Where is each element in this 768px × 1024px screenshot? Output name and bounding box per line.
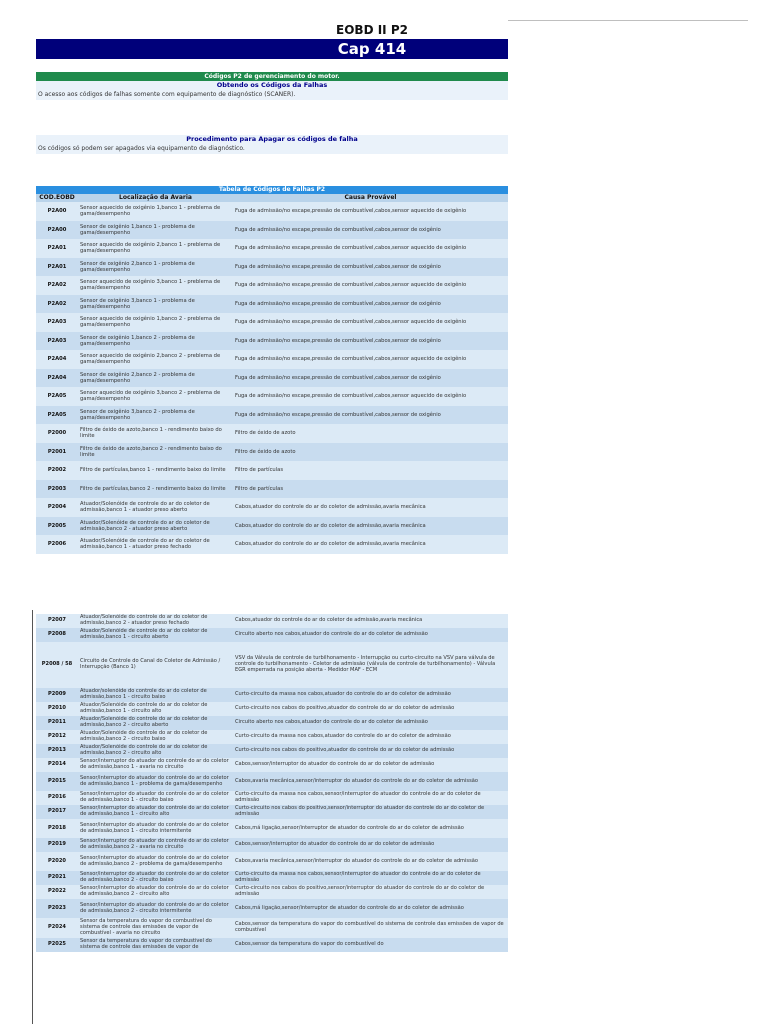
fault-code-cell: P2019 (36, 838, 78, 852)
cause-cell: Fuga de admissão/no escape,pressão de combustível,cabos,sensor de oxigênio (233, 406, 508, 425)
table-row (36, 480, 508, 499)
location-cell: Sensor de oxigênio 1,banco 1 - problema de gama/desempenho (78, 221, 233, 240)
location-cell: Filtro de óxido de azoto,banco 2 - rendimento baixo do limite (78, 443, 233, 462)
table-row (36, 716, 508, 730)
location-cell: Sensor de oxigênio 1,banco 2 - problema de gama/desempenho (78, 332, 233, 351)
cause-cell: Circuito aberto nos cabos,atuador do controle do ar do coletor de admissão (233, 628, 508, 642)
chapter-banner: Cap 414 (36, 39, 508, 59)
location-cell: Sensor aquecido de oxigênio 3,banco 2 - preblema de gama/desempenho (78, 387, 233, 406)
location-cell: Sensor/interruptor do atuador do controle do ar do coletor de admissão,banco 1 - circuito baixo (78, 791, 233, 805)
cause-cell: Fuga de admissão/no escape,pressão de combustível,cabos,sensor aquecido de oxigênio (233, 350, 508, 369)
cause-cell: Curto-circuito da massa nos cabos,atuador do controle do ar do coletor de admissão (233, 688, 508, 702)
fault-code-table (36, 186, 508, 554)
fault-code-cell: P2007 (36, 614, 78, 628)
cause-cell: Curto-circuito nos cabos do positivo,sensor/interruptor do atuador do controle do ar do coletor de admissão (233, 885, 508, 899)
fault-code-cell: P2021 (36, 871, 78, 885)
table-row (36, 614, 508, 628)
cause-cell: Cabos,sensor da temperatura do vapor do combustível do sistema de controle das emissões de vapor de combustível (233, 918, 508, 938)
location-cell: Sensor/interruptor do atuador do controle do ar do coletor de admissão,banco 2 - circuito baixo (78, 871, 233, 885)
location-cell: Sensor da temperatura do vapor do combustível do sistema de controle das emissões de vapor de (78, 938, 233, 952)
fault-code-cell: P2022 (36, 885, 78, 899)
fault-code-cell: P2018 (36, 819, 78, 838)
fault-code-cell: P2014 (36, 758, 78, 772)
fault-code-cell: P2006 (36, 535, 78, 554)
cause-cell: Fuga de admissão/no escape,pressão de combustível,cabos,sensor aquecido de oxigênio (233, 276, 508, 295)
fault-code-cell: P2A05 (36, 406, 78, 425)
fault-code-cell: P2012 (36, 730, 78, 744)
location-cell: Atuador/Solenóide de controle do ar do coletor de admissão,banco 2 - atuador preso aberto (78, 517, 233, 536)
table-row (36, 239, 508, 258)
cause-cell: Fuga de admissão/no escape,pressão de combustível,cabos,sensor de oxigênio (233, 332, 508, 351)
fault-code-cell: P2017 (36, 805, 78, 819)
text-clear-codes: Os códigos só podem ser apagados via equipamento de diagnóstico. (36, 144, 508, 154)
location-cell: Sensor/interruptor do atuador do controle do ar do coletor de admissão,banco 1 - circuito intermitente (78, 819, 233, 838)
location-cell: Sensor da temperatura do vapor do combustível do sistema de controle das emissões de vapor de combustível - avaria no circuito (78, 918, 233, 938)
table-row (36, 424, 508, 443)
table-row (36, 791, 508, 805)
cause-cell: Cabos,sensor/interruptor do atuador do controle do ar do coletor de admissão (233, 758, 508, 772)
cause-cell: Cabos,avaria mecânica,sensor/interruptor do atuador do controle do ar do coletor de admissão (233, 772, 508, 791)
cause-cell: Cabos,má ligação,sensor/interruptor de atuador do controle do ar do coletor de admissão (233, 819, 508, 838)
cause-cell: Filtro de óxido de azoto (233, 443, 508, 462)
table-row (36, 702, 508, 716)
table-row (36, 918, 508, 938)
table-row (36, 871, 508, 885)
table-row (36, 852, 508, 871)
location-cell: Sensor aquecido de oxigênio 3,banco 1 - preblema de gama/desempenho (78, 276, 233, 295)
fault-code-cell: P2024 (36, 918, 78, 938)
table-row (36, 202, 508, 221)
table-row (36, 387, 508, 406)
location-cell: Sensor de oxigênio 3,banco 1 - problema de gama/desempenho (78, 295, 233, 314)
cause-cell: Fuga de admissão/no escape,pressão de combustível,cabos,sensor de oxigênio (233, 221, 508, 240)
table-row (36, 885, 508, 899)
col-header-code: COD.EOBD (36, 194, 78, 202)
table-row (36, 313, 508, 332)
fault-code-cell: P2A05 (36, 387, 78, 406)
cause-cell: Fuga de admissão/no escape,pressão de combustível,cabos,sensor de oxigênio (233, 295, 508, 314)
cause-cell: Filtro de óxido de azoto (233, 424, 508, 443)
table-row (36, 758, 508, 772)
cause-cell: Fuga de admissão/no escape,pressão de combustível,cabos,sensor aquecido de oxigênio (233, 202, 508, 221)
fault-code-cell: P2008 (36, 628, 78, 642)
cause-cell: Cabos,atuador do controle do ar do coletor de admissão,avaria mecânica (233, 614, 508, 628)
cause-cell: Cabos,sensor/interruptor do atuador do controle do ar do coletor de admissão (233, 838, 508, 852)
subtitle-obtaining-codes: Obtendo os Códigos da Falhas (36, 81, 508, 90)
fault-code-cell: P2A00 (36, 202, 78, 221)
location-cell: Atuador/Solenóide de controle do ar do coletor de admissão,banco 1 - circuito aberto (78, 628, 233, 642)
fault-code-cell: P2004 (36, 498, 78, 517)
text-access-codes: O acesso aos códigos de falhas somente com equipamento de diagnóstico (SCANER). (36, 90, 508, 100)
location-cell: Sensor/interruptor do atuador do controle do ar do coletor de admissão,banco 2 - problema de gama/desempenho (78, 852, 233, 871)
table-row (36, 461, 508, 480)
location-cell: Atuador/Solenóide do controle do ar do coletor de admissão,banco 2 - circuito baixo (78, 730, 233, 744)
cause-cell: Cabos,sensor da temperatura do vapor do combustível do (233, 938, 508, 952)
fault-code-cell: P2008 / 58 (36, 642, 78, 688)
fault-code-cell: P2001 (36, 443, 78, 462)
table-row (36, 350, 508, 369)
table-body-page2 (36, 614, 508, 952)
table-row (36, 517, 508, 536)
table-row (36, 258, 508, 277)
table-row (36, 295, 508, 314)
fault-code-cell: P2A04 (36, 350, 78, 369)
table-row (36, 276, 508, 295)
cause-cell: Cabos,avaria mecânica,sensor/interruptor do atuador do controle do ar do coletor de admissão (233, 852, 508, 871)
table-row (36, 899, 508, 918)
fault-code-cell: P2009 (36, 688, 78, 702)
location-cell: Filtro de partículas,banco 1 - rendimento baixo do limite (78, 461, 233, 480)
cause-cell: Curto-circuito nos cabos do positivo,atuador do controle do ar do coletor de admissão (233, 702, 508, 716)
location-cell: Sensor aquecido de oxigênio 2,banco 1 - preblema de gama/desempenho (78, 239, 233, 258)
table-row (36, 221, 508, 240)
fault-code-cell: P2015 (36, 772, 78, 791)
fault-code-cell: P2000 (36, 424, 78, 443)
table-row (36, 628, 508, 642)
location-cell: Atuador/solenóide do controle do ar do coletor de admissão,banco 1 - circuito baixo (78, 688, 233, 702)
cause-cell: Filtro de partículas (233, 461, 508, 480)
table-row (36, 498, 508, 517)
location-cell: Sensor de oxigênio 3,banco 2 - problema de gama/desempenho (78, 406, 233, 425)
location-cell: Sensor aquecido de oxigênio 1,banco 1 - preblema de gama/desempenho (78, 202, 233, 221)
location-cell: Atuador/Solenóide do controle do ar do coletor de admissão,banco 2 - atuador preso fechado (78, 614, 233, 628)
cause-cell: Cabos,atuador do controle do ar do coletor de admissão,avaria mecânica (233, 517, 508, 536)
fault-code-cell: P2016 (36, 791, 78, 805)
cause-cell: Circuito aberto nos cabos,atuador do controle do ar do coletor de admissão (233, 716, 508, 730)
location-cell: Sensor/interruptor do atuador do controle do ar do coletor de admissão,banco 1 - circuito alto (78, 805, 233, 819)
table-row (36, 805, 508, 819)
location-cell: Atuador/Solenóide do controle do ar do coletor de admissão,banco 2 - circuito alto (78, 744, 233, 758)
col-header-location: Localização da Avaria (78, 194, 233, 202)
table-body-page1 (36, 202, 508, 554)
table-row (36, 406, 508, 425)
fault-code-cell: P2005 (36, 517, 78, 536)
location-cell: Atuador/Solenóide de controle do ar do coletor de admissão,banco 1 - atuador preso aberto (78, 498, 233, 517)
fault-code-cell: P2A00 (36, 221, 78, 240)
cause-cell: Cabos,atuador do controle do ar do coletor de admissão,avaria mecânica (233, 498, 508, 517)
table-row (36, 535, 508, 554)
cause-cell: Curto-circuito da massa nos cabos,sensor/interruptor do atuador do controle do ar do coletor de admissão (233, 791, 508, 805)
location-cell: Sensor/interruptor do atuador do controle do ar do coletor de admissão,banco 2 - avaria no circuito (78, 838, 233, 852)
fault-code-cell: P2A01 (36, 239, 78, 258)
table-row (36, 730, 508, 744)
location-cell: Sensor aquecido de oxigênio 1,banco 2 - preblema de gama/desempenho (78, 313, 233, 332)
cause-cell: Fuga de admissão/no escape,pressão de combustível,cabos,sensor aquecido de oxigênio (233, 239, 508, 258)
fault-code-cell: P2A03 (36, 332, 78, 351)
fault-code-cell: P2A03 (36, 313, 78, 332)
fault-code-cell: P2010 (36, 702, 78, 716)
cause-cell: Cabos,atuador do controle do ar do coletor de admissão,avaria mecânica (233, 535, 508, 554)
cause-cell: Curto-circuito da massa nos cabos,sensor/interruptor do atuador do controle do ar do coletor de admissão (233, 871, 508, 885)
location-cell: Circuito de Controle do Canal do Coletor de Admissão / Interrupção (Banco 1) (78, 642, 233, 688)
location-cell: Sensor de oxigênio 2,banco 1 - problema de gama/desempenho (78, 258, 233, 277)
cause-cell: Curto-circuito da massa nos cabos,atuador do controle do ar do coletor de admissão (233, 730, 508, 744)
location-cell: Filtro de partículas,banco 2 - rendimento baixo do limite (78, 480, 233, 499)
cause-cell: Curto-circuito nos cabos do positivo,sensor/interruptor do atuador do controle do ar do coletor de admissão (233, 805, 508, 819)
cause-cell: Fuga de admissão/no escape,pressão de combustível,cabos,sensor de oxigênio (233, 369, 508, 388)
fault-code-cell: P2A04 (36, 369, 78, 388)
cause-cell: Filtro de partículas (233, 480, 508, 499)
fault-code-cell: P2013 (36, 744, 78, 758)
cause-cell: Fuga de admissão/no escape,pressão de combustível,cabos,sensor aquecido de oxigênio (233, 387, 508, 406)
fault-code-cell: P2A02 (36, 276, 78, 295)
table-row (36, 838, 508, 852)
table-row (36, 443, 508, 462)
fault-code-cell: P2002 (36, 461, 78, 480)
table-row (36, 369, 508, 388)
location-cell: Atuador/Solenóide do controle do ar do coletor de admissão,banco 1 - circuito alto (78, 702, 233, 716)
table-title: Tabela de Códigos de Falhas P2 (36, 186, 508, 194)
table-row (36, 772, 508, 791)
location-cell: Sensor de oxigênio 2,banco 2 - problema de gama/desempenho (78, 369, 233, 388)
fault-code-cell: P2A01 (36, 258, 78, 277)
section-bar-codes: Códigos P2 de gerenciamento do motor. (36, 72, 508, 81)
fault-code-cell: P2020 (36, 852, 78, 871)
location-cell: Sensor/interruptor do atuador do controle do ar do coletor de admissão,banco 2 - circuito alto (78, 885, 233, 899)
fault-code-cell: P2A02 (36, 295, 78, 314)
location-cell: Sensor/interruptor do atuador do controle do ar do coletor de admissão,banco 1 - avaria no circuito (78, 758, 233, 772)
fault-code-cell: P2023 (36, 899, 78, 918)
table-row (36, 938, 508, 952)
cause-cell: Cabos,má ligação,sensor/interruptor de atuador do controle do ar do coletor de admissão (233, 899, 508, 918)
location-cell: Filtro de óxido de azoto,banco 1 - rendimento baixo do limite (78, 424, 233, 443)
location-cell: Atuador/Solenóide do controle do ar do coletor de admissão,banco 2 - circuito aberto (78, 716, 233, 730)
location-cell: Atuador/Solenóide de controle do ar do coletor de admissão,banco 1 - atuador preso fechado (78, 535, 233, 554)
fault-code-cell: P2025 (36, 938, 78, 952)
location-cell: Sensor/interruptor do atuador do controle do ar do coletor de admissão,banco 2 - circuito intermitente (78, 899, 233, 918)
col-header-cause: Causa Provável (233, 194, 508, 202)
page-margin-line (32, 610, 33, 1024)
table-row (36, 744, 508, 758)
cause-cell: Fuga de admissão/no escape,pressão de combustível,cabos,sensor aquecido de oxigênio (233, 313, 508, 332)
fault-code-cell: P2003 (36, 480, 78, 499)
fault-code-cell: P2011 (36, 716, 78, 730)
table-row (36, 688, 508, 702)
table-row (36, 332, 508, 351)
location-cell: Sensor aquecido de oxigênio 2,banco 2 - preblema de gama/desempenho (78, 350, 233, 369)
cause-cell: VSV da Válvula de controle de turbilhonamento - Interrupção ou curto-circuito na VSV para válvula de controle do turbilhonamento - Coletor de admissão (válvula de controle de turbilhonamento) - Válvula EGR emperrada na posição aberta - Medidor MAF - ECM (233, 642, 508, 688)
table-row (36, 642, 508, 688)
table-row (36, 819, 508, 838)
cause-cell: Curto-circuito nos cabos do positivo,atuador do controle do ar do coletor de admissão (233, 744, 508, 758)
location-cell: Sensor/interruptor do atuador do controle do ar do coletor de admissão,banco 1 - problema de gama/desempenho (78, 772, 233, 791)
cause-cell: Fuga de admissão/no escape,pressão de combustível,cabos,sensor de oxigênio (233, 258, 508, 277)
document-title: EOBD II P2 (36, 22, 508, 39)
subtitle-clear-codes: Procedimento para Apagar os códigos de falha (36, 135, 508, 144)
top-rule (508, 20, 748, 21)
fault-code-table-continued (36, 614, 508, 952)
